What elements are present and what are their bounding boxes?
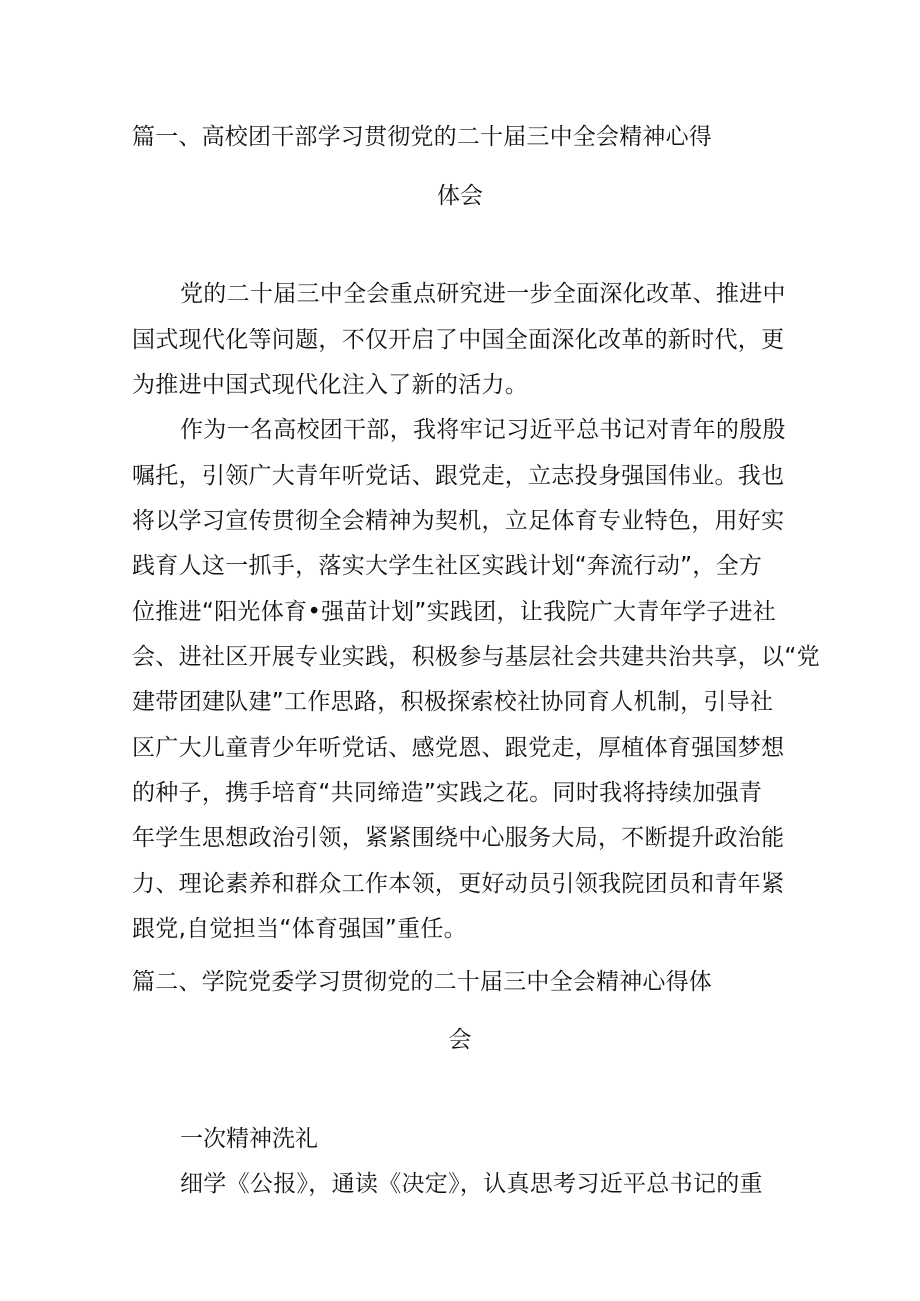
paragraph-line: 践育人这一抓手，落实大学生社区实践计划“奔流行动”，全方	[132, 553, 763, 579]
paragraph-line: 力、理论素养和群众工作本领，更好动员引领我院团员和青年紧	[132, 871, 785, 897]
section2-subheading: 一次精神洗礼	[180, 1126, 318, 1152]
paragraph-line: 的种子，携手培育“共同缔造”实践之花。同时我将持续加强青	[132, 780, 763, 806]
paragraph-line: 细学《公报》，通读《决定》，认真思考习近平总书记的重	[180, 1171, 763, 1197]
paragraph-line: 国式现代化等问题，不仅开启了中国全面深化改革的新时代，更	[132, 327, 785, 353]
paragraph-line: 年学生思想政治引领，紧紧围绕中心服务大局，不断提升政治能	[132, 825, 785, 851]
paragraph-line: 会、进社区开展专业实践，积极参与基层社会共建共治共享，以“党	[132, 644, 820, 670]
paragraph-line: 党的二十届三中全会重点研究进一步全面深化改革、推进中	[180, 281, 786, 307]
paragraph-line: 作为一名高校团干部，我将牢记习近平总书记对青年的殷殷	[180, 417, 786, 443]
paragraph-line: 为推进中国式现代化注入了新的活力。	[132, 372, 529, 398]
paragraph-line: 嘱托，引领广大青年听党话、跟党走，立志投身强国伟业。我也	[132, 463, 785, 489]
section1-title-continuation: 体会	[437, 183, 483, 209]
paragraph-line: 位推进“阳光体育•强苗计划”实践团，让我院广大青年学子进社	[132, 599, 777, 625]
paragraph-line: 区广大儿童青少年听党话、感党恩、跟党走，厚植体育强国梦想	[132, 735, 785, 761]
section1-title: 篇一、高校团干部学习贯彻党的二十届三中全会精神心得	[132, 124, 712, 150]
section2-title-continuation: 会	[448, 1027, 472, 1053]
paragraph-line: 将以学习宣传贯彻全会精神为契机，立足体育专业特色，用好实	[132, 508, 785, 534]
section2-title: 篇二、学院党委学习贯彻党的二十届三中全会精神心得体	[132, 969, 712, 995]
paragraph-line: 建带团建队建”工作思路，积极探索校社协同育人机制，引导社	[132, 689, 774, 715]
paragraph-line: 跟党,自觉担当“体育强国”重任。	[132, 916, 467, 942]
